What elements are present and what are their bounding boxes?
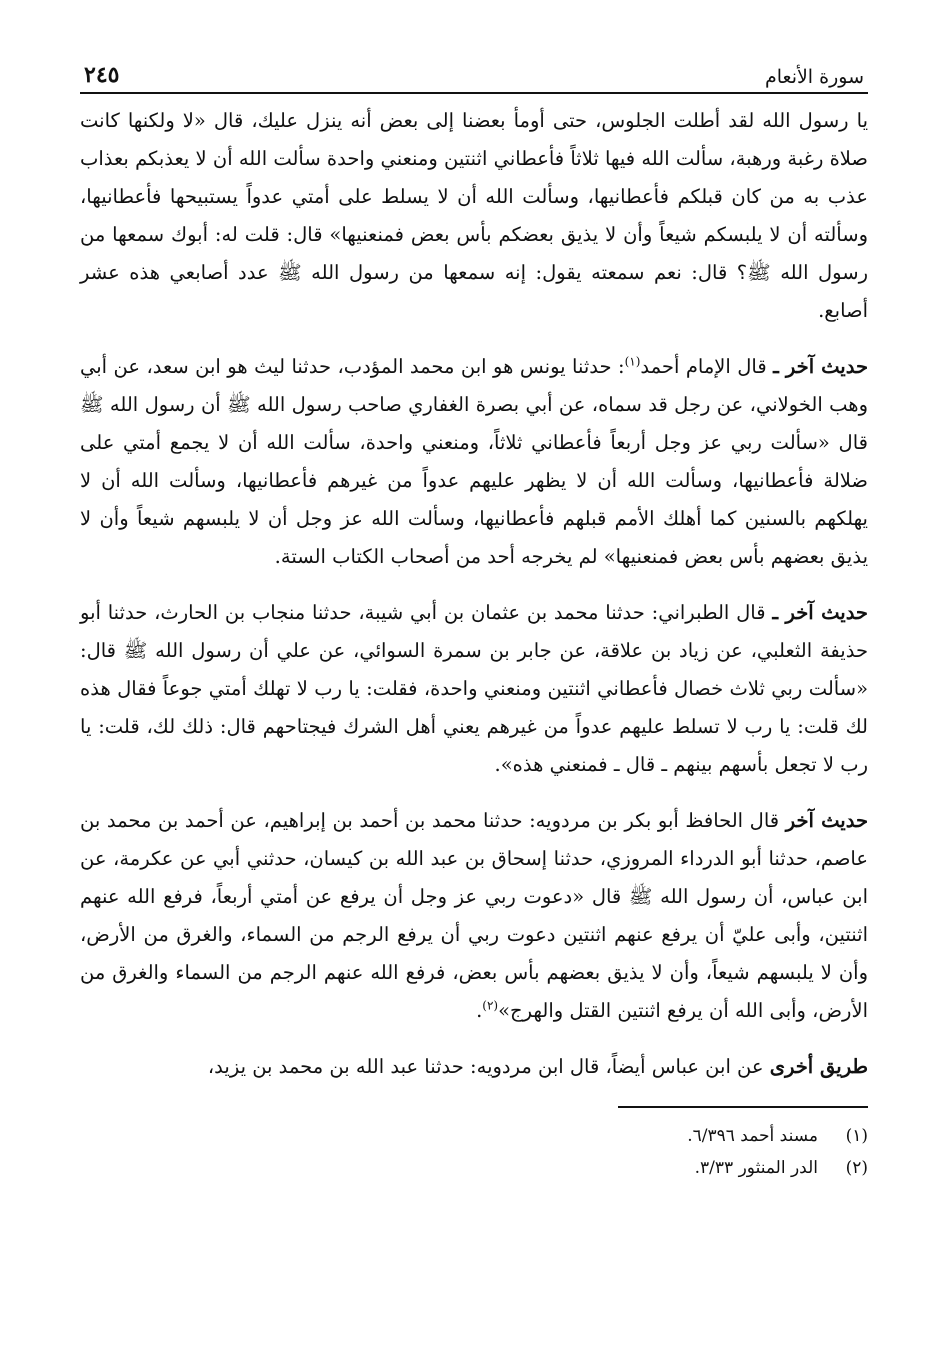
paragraph-text: : حدثنا يونس هو ابن محمد المؤدب، حدثنا ليث هو ابن سعد، عن أبي وهب الخولاني، عن رجل قد سماه، عن أبي بصرة الغفاري صاحب رسول الله ﷺ أن رسول الله ﷺ قال «سألت ربي عز وجل أربعاً فأعطاني ثلاثاً، ومنعني واحدة، سألت الله أن لا يجمع أمتي على ضلالة فأعطانيها، وسألت الله أن لا يظهر عليهم عدواً من غيرهم فأعطانيها، وسألت الله أن لا يهلكهم بالسنين كما أهلك الأمم قبلهم فأعطانيها، وسألت الله عز وجل أن لا يلبسهم شيعاً وأن لا يذيق بعضهم بأس بعض فمنعنيها» لم يخرجه أحد من أصحاب الكتاب الستة. [80,355,868,568]
page-number: ٢٤٥ [84,62,120,88]
paragraph-text: عن ابن عباس أيضاً، قال ابن مردويه: حدثنا عبد الله بن محمد بن يزيد، [207,1055,770,1078]
paragraph [80,802,868,1030]
footnote [80,1120,868,1152]
footnote-ref: (١) [624,354,641,369]
paragraph-text: قال الطبراني: حدثنا محمد بن عثمان بن أبي شيبة، حدثنا منجاب بن الحارث، حدثنا أبو حذيفة الثعلبي، عن زياد بن علاقة، عن جابر بن سمرة السوائي، عن علي أن رسول الله ﷺ قال: «سألت ربي ثلاث خصال فأعطاني اثنتين ومنعني واحدة، فقلت: يا رب لا تهلك أمتي جوعاً فقال هذه لك قلت: يا رب لا تسلط عليهم عدواً من غيرهم يعني أهل الشرك فيجتاحهم قال: ذلك لك، قلت: يا رب لا تجعل بأسهم بينهم ـ قال ـ فمنعني هذه». [80,601,868,776]
surah-title: سورة الأنعام [764,66,864,88]
paragraph [80,348,868,576]
footnotes [80,1120,868,1184]
page-body [80,102,868,1086]
footnote-text: مسند أحمد ٦/٣٩٦. [687,1126,818,1146]
footnote [80,1152,868,1184]
paragraph-lead: حديث آخر [785,809,868,832]
footnote-number: (٢) [845,1158,868,1178]
paragraph [80,102,868,330]
footnote-divider [618,1106,868,1108]
paragraph [80,1048,868,1086]
paragraph-text-post: . [476,999,483,1022]
footnote-number: (١) [845,1126,868,1146]
running-header [80,50,868,94]
paragraph-lead: طريق أخرى [769,1055,868,1078]
paragraph-text: قال الحافظ أبو بكر بن مردويه: حدثنا محمد بن أحمد بن إبراهيم، عن أحمد بن محمد بن عاصم، حدثنا أبو الدرداء المروزي، حدثنا إسحاق بن عبد الله بن كيسان، حدثني أبي عن عكرمة، عن ابن عباس، أن رسول الله ﷺ قال «دعوت ربي عز وجل أن يرفع عن أمتي أربعاً، فرفع الله عنهم اثنتين، وأبى عليّ أن يرفع عنهم اثنتين دعوت ربي أن يرفع الرجم من السماء، والغرق من الأرض، وأن لا يلبسهم شيعاً، وأن لا يذيق بعضهم بأس بعض، فرفع الله عنهم الرجم من السماء والغرق من الأرض، وأبى الله أن يرفع اثنتين القتل والهرج» [80,809,868,1022]
paragraph-lead: حديث آخر ـ [772,601,868,624]
footnote-ref: (٢) [482,998,499,1013]
paragraph-text: يا رسول الله لقد أطلت الجلوس، حتى أومأ بعضنا إلى بعض أنه ينزل عليك، قال «لا ولكنها كانت صلاة رغبة ورهبة، سألت الله فيها ثلاثاً فأعطاني اثنتين ومنعني واحدة سألت الله أن لا يعذبكم بعذاب عذب به من كان قبلكم فأعطانيها، وسألت الله أن لا يسلط على أمتي عدواً يستبيحها فأعطانيها، وسألته أن لا يلبسكم شيعاً وأن لا يذيق بعضكم بأس بعض فمنعنيها» قال: قلت له: أبوك سمعها من رسول الله ﷺ؟ قال: نعم سمعته يقول: إنه سمعها من رسول الله ﷺ عدد أصابعي هذه عشر أصابع. [80,109,869,322]
book-page [80,50,868,1184]
paragraph-text-pre: قال الإمام أحمد [640,355,774,378]
footnote-text: الدر المنثور ٣/٣٣. [694,1158,818,1178]
paragraph-lead: حديث آخر ـ [773,355,868,378]
paragraph [80,594,868,784]
